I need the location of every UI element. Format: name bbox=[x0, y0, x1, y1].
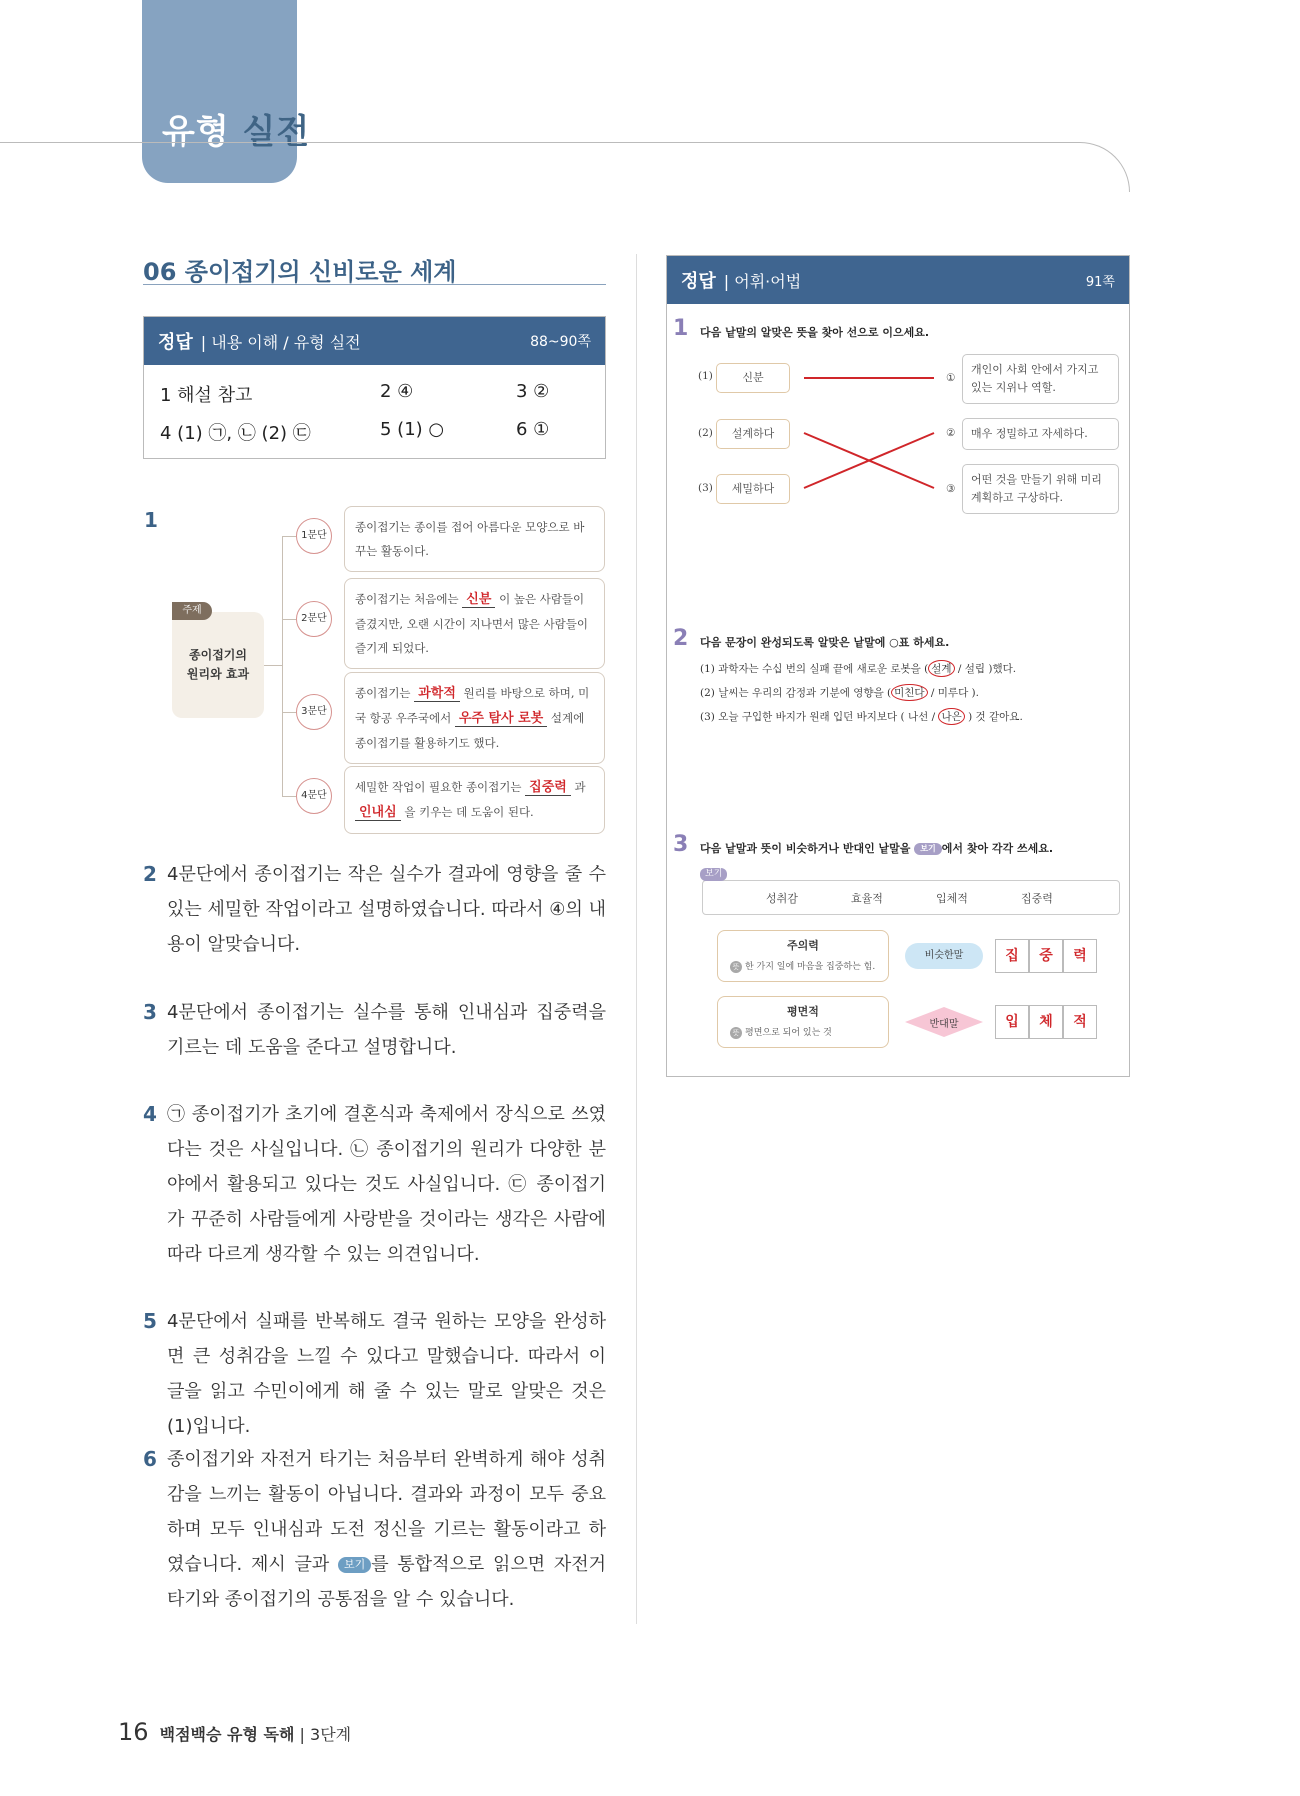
sentence-1 bbox=[700, 660, 1016, 677]
sentence-text: / 설립 )했다. bbox=[954, 663, 1017, 675]
sentence-text: (2) 날씨는 우리의 감정과 기분에 영향을 ( bbox=[700, 687, 892, 699]
word-mark-2: (2) bbox=[698, 427, 713, 439]
page-number: 16 bbox=[118, 1718, 149, 1746]
explanation-text-part: 를 통합적으로 읽으면 자전거 타기와 종이접기의 공통점을 알 수 있습니다. bbox=[167, 1554, 606, 1610]
summary-text: 세밀한 작업이 필요한 종이접기는 bbox=[355, 780, 522, 794]
summary-text: 종이접기는 bbox=[355, 686, 411, 700]
word-mark-1: (1) bbox=[698, 370, 713, 382]
meaning-mark-2: ② bbox=[946, 427, 956, 439]
answer-1: 1 해설 참고 bbox=[160, 385, 253, 406]
summary-text: 종이접기는 처음에는 bbox=[355, 592, 459, 606]
vocab-q3-instruction bbox=[700, 840, 1053, 856]
section-tab-label: 유형 실전 bbox=[162, 112, 311, 152]
word-semil: 세밀하다 bbox=[716, 474, 790, 504]
explanation-number: 2 bbox=[143, 862, 157, 886]
definition-text: 평면으로 되어 있는 것 bbox=[745, 1028, 832, 1038]
vocab-card-1 bbox=[717, 930, 889, 982]
explanation-text: 4문단에서 종이접기는 작은 실수가 결과에 영향을 줄 수 있는 세밀한 작업이라고 설명하였습니다. 따라서 ④의 내용이 알맞습니다. bbox=[167, 864, 606, 955]
explanation-number: 6 bbox=[143, 1447, 157, 1471]
summary-text: 을 키우는 데 도움이 된다. bbox=[404, 805, 534, 819]
bogi-tag: 보기 bbox=[700, 868, 727, 881]
answer-cell: 중 bbox=[1029, 939, 1063, 973]
relation-opposite: 반대말 bbox=[929, 1019, 959, 1030]
explanation-number: 3 bbox=[143, 1000, 157, 1024]
vocab-definition bbox=[730, 1025, 832, 1039]
sentence-text: / 미루다 ). bbox=[927, 687, 979, 699]
circled-answer: 미친다 bbox=[891, 684, 927, 701]
sentence-text: (3) 오늘 구입한 바지가 원래 입던 바지보다 ( 나선 / bbox=[700, 711, 939, 723]
summary-text: 과 bbox=[574, 780, 586, 794]
topic-text: 종이접기의 원리와 효과 bbox=[186, 648, 250, 681]
vocab-answer-pages: 91쪽 bbox=[1085, 274, 1115, 290]
explanation-text: ㉠ 종이접기가 초기에 결혼식과 축제에서 장식으로 쓰였다는 것은 사실입니다. ㉡ 종이접기의 원리가 다양한 분야에서 활용되고 있다는 것도 사실입니다. ㉢ 종이접기가 꾸준히 사람들에게 사랑받을 것이라는 생각은 사람에 따라 다르게 생각할 수 있는 의견입니다. bbox=[167, 1104, 606, 1265]
definition-mark: 뜻 bbox=[730, 1027, 742, 1039]
answer-4: 4 (1) ㉠, ㉡ (2) ㉢ bbox=[160, 423, 311, 444]
meaning-3: 어떤 것을 만들기 위해 미리 계획하고 구상하다. bbox=[962, 464, 1119, 514]
para-badge-1: 1문단 bbox=[296, 518, 332, 554]
summary-answer: 인내심 bbox=[355, 805, 401, 821]
sentence-3 bbox=[700, 708, 1023, 725]
relation-similar: 비슷한말 bbox=[905, 943, 983, 969]
instruction-text: 에서 찾아 각각 쓰세요. bbox=[941, 842, 1054, 855]
meaning-1: 개인이 사회 안에서 가지고 있는 지위나 역할. bbox=[962, 354, 1119, 404]
answer-cell: 력 bbox=[1063, 939, 1097, 973]
explanation-number: 5 bbox=[143, 1309, 157, 1333]
vocab-answer-label: 정답 bbox=[681, 271, 716, 292]
answer-6: 6 ① bbox=[516, 419, 550, 440]
vocab-q1-instruction: 다음 낱말의 알맞은 뜻을 찾아 선으로 이으세요. bbox=[700, 326, 930, 339]
explanation-text-part: 종이접기와 자전거 타기는 처음부터 완벽하게 해야 성취감을 느끼는 활동이 아닙니다. 결과와 과정이 모두 중요하며 모두 인내심과 도전 정신을 기르는 활동이라고 하였습니다. 제시 글과 bbox=[167, 1449, 606, 1575]
definition-text: 한 가지 일에 마음을 집중하는 힘. bbox=[745, 962, 876, 972]
bogi-word: 성취감 bbox=[766, 892, 798, 905]
sentence-text: ) 것 같아요. bbox=[964, 711, 1023, 723]
answer-pages: 88~90쪽 bbox=[530, 334, 591, 350]
vocab-answer-subtitle: | 어휘·어법 bbox=[723, 271, 802, 291]
answer-cell: 집 bbox=[995, 939, 1029, 973]
para-badge-2: 2문단 bbox=[296, 601, 332, 637]
bogi-word: 집중력 bbox=[1021, 892, 1053, 905]
circled-answer: 설계 bbox=[928, 660, 954, 677]
summary-answer: 우주 탐사 로봇 bbox=[455, 711, 547, 727]
vocab-q3-number: 3 bbox=[673, 832, 689, 857]
meaning-mark-1: ① bbox=[946, 372, 956, 384]
vocab-q1-number: 1 bbox=[673, 316, 689, 341]
bogi-badge: 보기 bbox=[338, 1557, 371, 1573]
definition-mark: 뜻 bbox=[730, 961, 742, 973]
sentence-2 bbox=[700, 684, 979, 701]
answer-subtitle: | 내용 이해 / 유형 실전 bbox=[200, 332, 361, 352]
bogi-word: 입체적 bbox=[936, 892, 968, 905]
vocab-q2-instruction: 다음 문장이 완성되도록 알맞은 낱말에 ○표 하세요. bbox=[700, 636, 950, 649]
answer-3: 3 ② bbox=[516, 381, 550, 402]
bogi-badge: 보기 bbox=[914, 843, 941, 855]
explanation-text: 4문단에서 종이접기는 실수를 통해 인내심과 집중력을 기르는 데 도움을 준다고 설명합니다. bbox=[167, 1002, 606, 1058]
answer-cell: 체 bbox=[1029, 1005, 1063, 1039]
summary-text: 종이접기는 종이를 접어 아름다운 모양으로 바꾸는 활동이다. bbox=[355, 520, 585, 558]
circled-answer: 나은 bbox=[938, 708, 964, 725]
page-footer bbox=[118, 1718, 351, 1746]
para-badge-3: 3문단 bbox=[296, 694, 332, 730]
instruction-text: 다음 낱말과 뜻이 비슷하거나 반대인 낱말을 bbox=[700, 842, 911, 855]
summary-text: 설계에 종이접기를 활용하기도 했다. bbox=[355, 711, 585, 750]
answer-2: 2 ④ bbox=[380, 381, 414, 402]
vocab-word: 주의력 bbox=[787, 939, 819, 952]
answer-cell: 적 bbox=[1063, 1005, 1097, 1039]
meaning-mark-3: ③ bbox=[946, 483, 956, 495]
answer-5: 5 (1) ○ bbox=[380, 419, 445, 440]
summary-text: 원리를 바탕으로 하며, 미국 항공 우주국에서 bbox=[355, 686, 590, 725]
para-badge-4: 4문단 bbox=[296, 778, 332, 814]
vocab-card-2 bbox=[717, 996, 889, 1048]
summary-answer: 집중력 bbox=[525, 780, 571, 796]
answer-cell: 입 bbox=[995, 1005, 1029, 1039]
answer-label: 정답 bbox=[158, 332, 193, 353]
explanation-number: 4 bbox=[143, 1102, 157, 1126]
meaning-2: 매우 정밀하고 자세하다. bbox=[962, 418, 1119, 450]
bogi-word: 효율적 bbox=[851, 892, 883, 905]
word-mark-3: (3) bbox=[698, 482, 713, 494]
summary-text: 이 높은 사람들이 즐겼지만, 오랜 시간이 지나면서 많은 사람들이 즐기게 되었다. bbox=[355, 592, 589, 655]
vocab-word: 평면적 bbox=[787, 1005, 819, 1018]
book-level: | 3단계 bbox=[299, 1725, 352, 1744]
book-title: 백점백승 유형 독해 bbox=[159, 1725, 295, 1744]
word-seolgye: 설계하다 bbox=[716, 419, 790, 449]
vocab-definition bbox=[730, 959, 875, 973]
summary-answer: 과학적 bbox=[414, 686, 460, 702]
question-1-number: 1 bbox=[144, 508, 158, 532]
topic-label: 주제 bbox=[172, 602, 212, 620]
summary-answer: 신분 bbox=[462, 592, 495, 608]
sentence-text: (1) 과학자는 수십 번의 실패 끝에 새로운 로봇을 ( bbox=[700, 663, 929, 675]
bogi-box bbox=[702, 880, 1120, 915]
vocab-q2-number: 2 bbox=[673, 626, 689, 651]
word-shinbun: 신분 bbox=[716, 363, 790, 393]
section-title: 06 종이접기의 신비로운 세계 bbox=[143, 258, 457, 286]
explanation-text: 4문단에서 실패를 반복해도 결국 원하는 모양을 완성하면 큰 성취감을 느낄 수 있다고 말했습니다. 따라서 이 글을 읽고 수민이에게 해 줄 수 있는 말로 알맞은 것은 (1)입니다. bbox=[167, 1311, 606, 1437]
